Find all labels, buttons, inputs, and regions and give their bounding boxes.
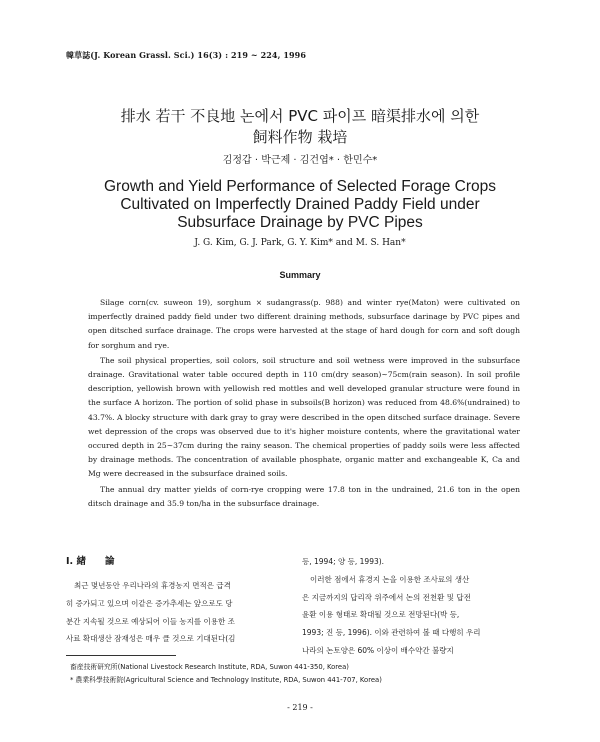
intro-right-line: 이러한 점에서 휴경지 논을 이용한 조사료의 생산 — [310, 574, 470, 584]
intro-left-line: 분간 지속될 것으로 예상되어 이들 농지를 이용한 조 — [66, 616, 235, 626]
introduction-left-column — [66, 577, 278, 648]
journal-reference: 韓草誌(J. Korean Grassl. Sci.) 16(3) : 219 ~ 224, 1996 — [66, 50, 307, 60]
english-title-line-1: Growth and Yield Performance of Selected Forage Crops — [103, 178, 496, 195]
intro-right-line: 은 지금까지의 답리작 위주에서 논의 전천환 및 답전 — [302, 592, 471, 602]
english-title — [0, 178, 600, 232]
footnote-affiliation-1: 畜産技術研究所(National Livestock Research Institute, RDA, Suwon 441-350, Korea) — [70, 663, 349, 671]
page-number: - 219 - — [287, 703, 313, 712]
footnote-affiliation-2: * 農業科學技術院(Agricultural Science and Technology Institute, RDA, Suwon 441-707, Korea) — [70, 676, 382, 684]
intro-right-line: 나라의 논토양은 60% 이상이 배수약간 불량지 — [302, 645, 454, 655]
footnote-divider — [66, 655, 176, 656]
summary-body — [88, 296, 520, 511]
korean-title-line-2: 飼料作物 栽培 — [252, 128, 348, 146]
english-title-line-2: Cultivated on Imperfectly Drained Paddy Field under — [120, 196, 480, 213]
intro-left-line: 사료 확대생산 잠재성은 매우 클 것으로 기대된다(김 — [66, 634, 236, 644]
korean-title-line-1: 排水 若干 不良地 논에서 PVC 파이프 暗渠排水에 의한 — [120, 107, 480, 125]
section-heading-introduction: Ⅰ. 緖 論 — [66, 556, 115, 567]
introduction-right-column — [302, 553, 524, 660]
intro-right-line: 윤환 이용 형태로 확대될 것으로 전망된다(박 등, — [302, 610, 460, 620]
summary-paragraph-2: The soil physical properties, soil colors, soil structure and soil wetness were improved in the subsurface drainage. Gravitational water table occured depth in 110 cm(dry season)~75cm(rain season). In soil profile description, yellowish brown with yellowish red mottles and well developed granular structure were found in the surface A horizon. The portion of solid phase in subsoils(B horizon) was reduced from 48.6%(undrained) to 43.7%. A blocky structure with dark gray to gray were described in the open ditsched surface drainage. Severe wet depression of the crops was observed due to it's higher moisture contents, where the gravitational water occured depth in 25~37cm during the rainy season. The chemical properties of paddy soils were less affected by drainage methods. The concentration of available phosphate, organic matter and exchangeable K, Ca and Mg were decreased in the subsurface drained soils. — [88, 355, 520, 479]
summary-heading: Summary — [279, 270, 321, 280]
summary-paragraph-1: Silage corn(cv. suweon 19), sorghum × sudangrass(p. 988) and winter rye(Maton) were cultivated on imperfectly drained paddy field under two different draining methods, subsurface darinage by PVC pipes and open ditsched surface drainage. The crops were harvested at the stage of hard dough for corn and soft dough for sorghum and rye. — [88, 298, 520, 350]
summary-paragraph-3: The annual dry matter yields of corn-rye cropping were 17.8 ton in the undrained, 21.6 ton in the open ditsch drainage and 35.9 ton/ha in the subsurface drainage. — [88, 484, 520, 508]
english-authors: J. G. Kim, G. J. Park, G. Y. Kim* and M. S. Han* — [194, 238, 406, 248]
intro-right-line: 등, 1994; 양 등, 1993). — [302, 557, 385, 566]
intro-right-line: 1993; 진 등, 1996). 이와 관련하여 볼 때 다행히 우리 — [302, 628, 481, 638]
intro-left-line: 히 증가되고 있으며 이같은 증가추세는 앞으로도 당 — [66, 598, 233, 608]
korean-authors: 김정갑 · 박근제 · 김건엽* · 한민수* — [222, 155, 378, 166]
english-title-line-3: Subsurface Drainage by PVC Pipes — [177, 214, 423, 231]
intro-left-line: 최근 몇년동안 우리나라의 휴경농지 면적은 급격 — [74, 581, 231, 590]
korean-title — [0, 106, 600, 148]
